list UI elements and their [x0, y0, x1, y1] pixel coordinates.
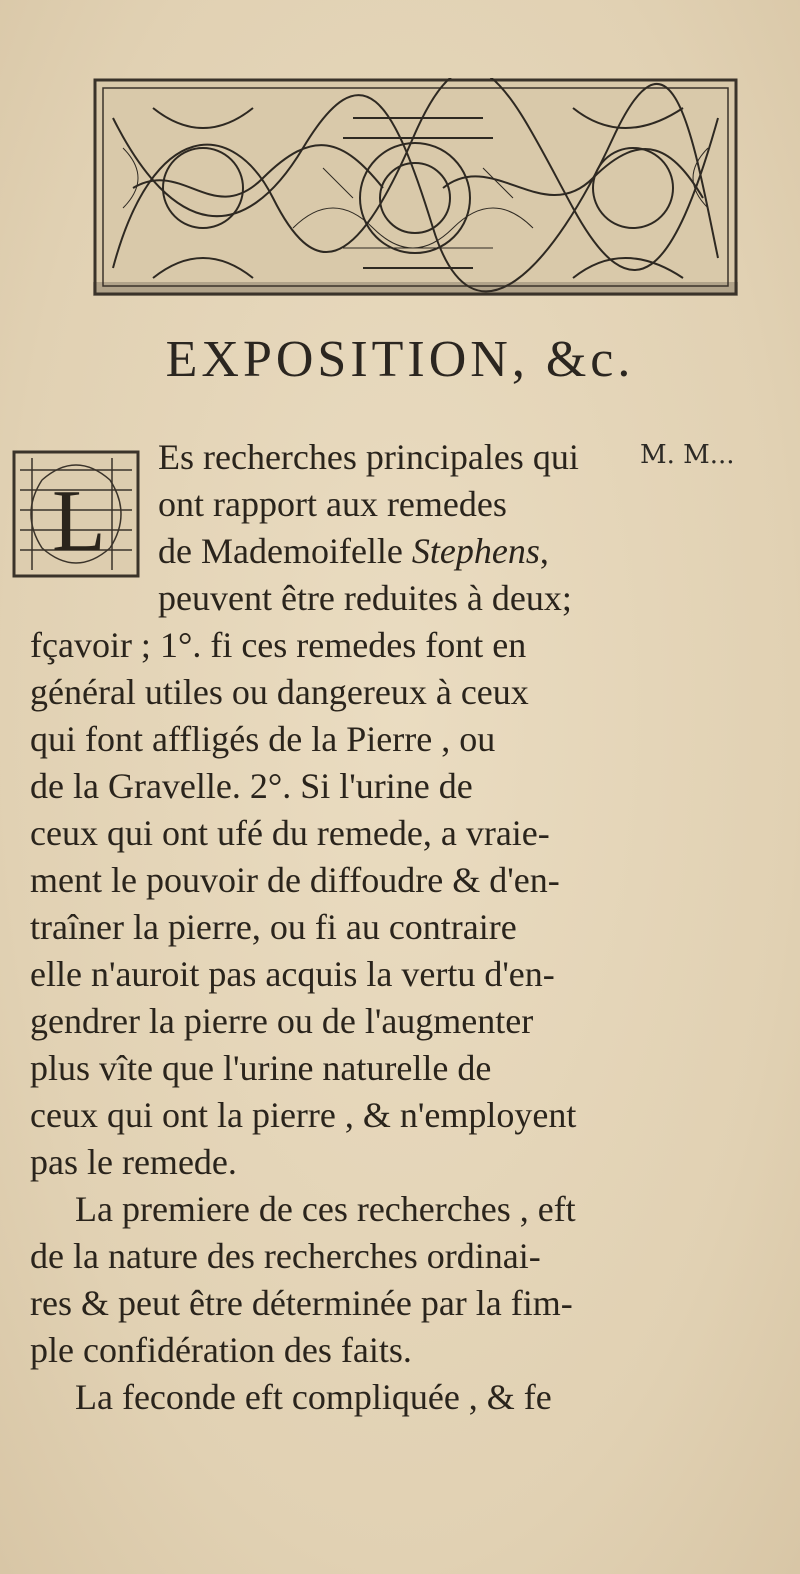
text-line: fçavoir ; 1°. fi ces remedes font en — [30, 625, 527, 665]
drop-initial-ornament — [12, 450, 140, 578]
margin-note: M. M... — [640, 440, 735, 470]
text-line: Es recherches principales qui — [158, 437, 579, 477]
text-line: traîner la pierre, ou fi au contraire — [30, 907, 517, 947]
text-line: ceux qui ont la pierre , & n'employent — [30, 1095, 577, 1135]
text-line: ment le pouvoir de diffoudre & d'en- — [30, 860, 560, 900]
text-line: ceux qui ont ufé du remede, a vraie- — [30, 813, 550, 853]
proper-name: Stephens — [411, 531, 540, 571]
text-line: La feconde eft compliquée , & fe — [75, 1377, 552, 1417]
text-line: de la nature des recherches ordinai- — [30, 1236, 541, 1276]
text-line: peuvent être reduites à deux; — [158, 578, 572, 618]
text-line: gendrer la pierre ou de l'augmenter — [30, 1001, 534, 1041]
text-span: de Mademoifelle — [158, 531, 412, 571]
text-line: elle n'auroit pas acquis la vertu d'en- — [30, 954, 555, 994]
text-line: plus vîte que l'urine naturelle de — [30, 1048, 492, 1088]
drop-initial-letter: L — [52, 473, 106, 570]
text-line: ont rapport aux remedes — [158, 484, 507, 524]
text-line: res & peut être déterminée par la fim- — [30, 1283, 573, 1323]
text-line: de la Gravelle. 2°. Si l'urine de — [30, 766, 473, 806]
text-line: qui font affligés de la Pierre , ou — [30, 719, 496, 759]
ornamental-headpiece — [93, 78, 738, 296]
text-line: La premiere de ces recherches , eft — [75, 1189, 576, 1229]
text-line: ple confidération des faits. — [30, 1330, 412, 1370]
text-line: général utiles ou dangereux à ceux — [30, 672, 529, 712]
text-line — [158, 530, 549, 572]
text-line: pas le remede. — [30, 1142, 237, 1182]
text-span: , — [539, 531, 549, 571]
page-title: EXPOSITION, &c. — [165, 331, 635, 388]
